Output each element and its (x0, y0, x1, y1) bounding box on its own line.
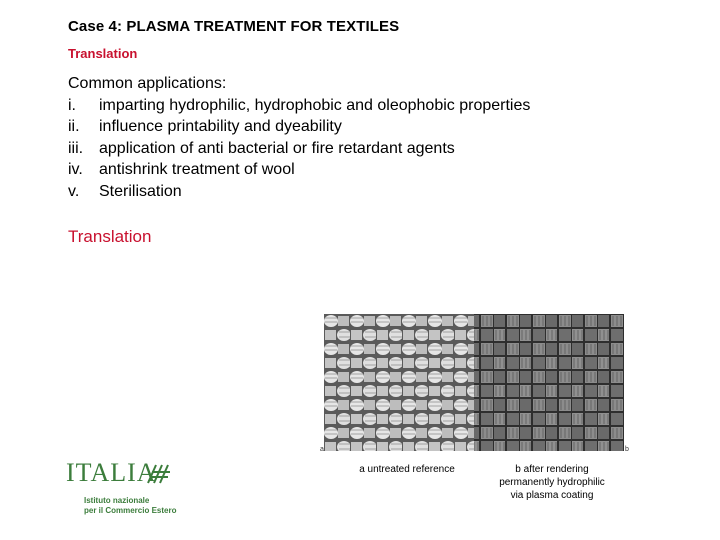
ice-logo-icon (146, 463, 172, 485)
italia-logo-wordmark: ITALIA (66, 458, 157, 487)
list-item: ii. influence printability and dyeability (68, 118, 342, 135)
slide-title (68, 18, 399, 35)
list-item: v. Sterilisation (68, 182, 182, 200)
applications-heading: Common applications: (68, 75, 227, 92)
figure-label-a: a (320, 446, 324, 453)
section-translation-title: Translation (68, 227, 152, 246)
subtitle-translation: Translation (68, 46, 138, 61)
fabric-micrograph-image (324, 314, 624, 451)
list-item: iv. antishrink treatment of wool (68, 161, 295, 178)
applications-list (68, 73, 530, 202)
title-prefix: Case 4: (68, 18, 127, 35)
treated-fabric-panel (474, 314, 624, 451)
list-item: i. imparting hydrophilic, hydrophobic and oleophobic properties (68, 96, 531, 114)
weave-texture (324, 314, 624, 451)
caption-b: b after rendering permanently hydrophilic via plasma coating (499, 464, 605, 501)
logo-subtitle: Istituto nazionale per il Commercio Estero (84, 496, 177, 515)
title-main: PLASMA TREATMENT FOR TEXTILES (126, 18, 400, 35)
list-item: iii. application of anti bacterial or fire retardant agents (68, 139, 455, 157)
caption-a: a untreated reference (359, 464, 455, 475)
figure-label-b: b (625, 446, 629, 453)
untreated-fabric-panel (324, 314, 474, 451)
